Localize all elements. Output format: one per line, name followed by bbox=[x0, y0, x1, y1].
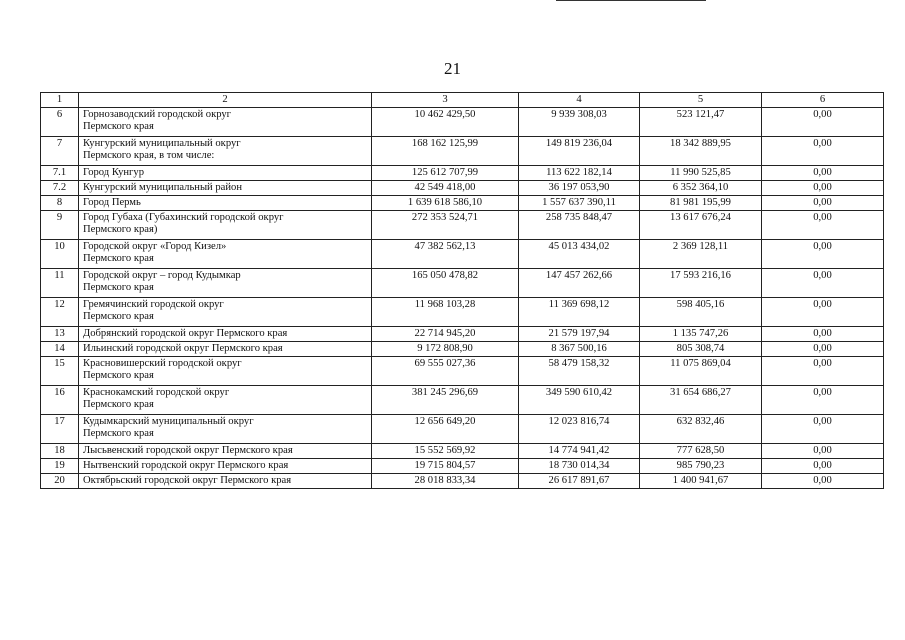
value-cell-col3: 19 715 804,57 bbox=[372, 459, 519, 474]
value-cell-col5: 18 342 889,95 bbox=[640, 137, 762, 166]
value-cell-col4: 26 617 891,67 bbox=[519, 474, 640, 489]
municipality-name-cell bbox=[79, 166, 372, 181]
value-cell-col5: 13 617 676,24 bbox=[640, 211, 762, 240]
value-cell-col4: 349 590 610,42 bbox=[519, 386, 640, 415]
municipality-name-cell bbox=[79, 357, 372, 386]
value-cell-col4: 11 369 698,12 bbox=[519, 298, 640, 327]
municipality-name-line: Городской округ – город Кудымкар bbox=[83, 270, 241, 281]
municipality-name-line: Нытвенский городской округ Пермского края bbox=[83, 460, 289, 471]
table-row bbox=[41, 181, 884, 196]
row-number-cell: 9 bbox=[41, 211, 79, 240]
municipality-name-cell bbox=[79, 211, 372, 240]
table-body bbox=[41, 93, 884, 489]
value-cell-col5: 632 832,46 bbox=[640, 415, 762, 444]
value-cell-col4: 21 579 197,94 bbox=[519, 327, 640, 342]
value-cell-col3: 28 018 833,34 bbox=[372, 474, 519, 489]
table-row bbox=[41, 444, 884, 459]
value-cell-col4: 149 819 236,04 bbox=[519, 137, 640, 166]
value-cell-col6: 0,00 bbox=[762, 137, 884, 166]
value-cell-col4: 147 457 262,66 bbox=[519, 269, 640, 298]
value-cell-col4: 14 774 941,42 bbox=[519, 444, 640, 459]
table-row bbox=[41, 327, 884, 342]
value-cell-col3: 381 245 296,69 bbox=[372, 386, 519, 415]
municipality-name-cell bbox=[79, 269, 372, 298]
header-cell: 5 bbox=[640, 93, 762, 108]
row-number-cell: 7 bbox=[41, 137, 79, 166]
table-row bbox=[41, 298, 884, 327]
value-cell-col6: 0,00 bbox=[762, 166, 884, 181]
value-cell-col3: 125 612 707,99 bbox=[372, 166, 519, 181]
municipality-name-line: Пермского края bbox=[83, 369, 154, 381]
value-cell-col4: 113 622 182,14 bbox=[519, 166, 640, 181]
budget-table bbox=[40, 92, 884, 489]
municipality-name-line: Пермского края bbox=[83, 281, 154, 293]
row-number-cell: 10 bbox=[41, 240, 79, 269]
value-cell-col4: 58 479 158,32 bbox=[519, 357, 640, 386]
municipality-name-line: Пермского края bbox=[83, 120, 154, 132]
value-cell-col3: 9 172 808,90 bbox=[372, 342, 519, 357]
table-row bbox=[41, 357, 884, 386]
value-cell-col6: 0,00 bbox=[762, 444, 884, 459]
row-number-cell: 15 bbox=[41, 357, 79, 386]
row-number-cell: 19 bbox=[41, 459, 79, 474]
value-cell-col3: 272 353 524,71 bbox=[372, 211, 519, 240]
value-cell-col6: 0,00 bbox=[762, 181, 884, 196]
municipality-name-cell bbox=[79, 386, 372, 415]
value-cell-col4: 8 367 500,16 bbox=[519, 342, 640, 357]
value-cell-col3: 42 549 418,00 bbox=[372, 181, 519, 196]
top-edge-rule bbox=[556, 0, 706, 1]
municipality-name-line: Ильинский городской округ Пермского края bbox=[83, 343, 283, 354]
value-cell-col5: 6 352 364,10 bbox=[640, 181, 762, 196]
page-number: 21 bbox=[444, 59, 461, 78]
municipality-name-cell bbox=[79, 240, 372, 269]
value-cell-col3: 22 714 945,20 bbox=[372, 327, 519, 342]
value-cell-col3: 168 162 125,99 bbox=[372, 137, 519, 166]
municipality-name-line: Город Кунгур bbox=[83, 167, 144, 178]
value-cell-col6: 0,00 bbox=[762, 474, 884, 489]
municipality-name-cell bbox=[79, 342, 372, 357]
row-number-cell: 20 bbox=[41, 474, 79, 489]
municipality-name-line: Пермского края bbox=[83, 252, 154, 264]
value-cell-col5: 598 405,16 bbox=[640, 298, 762, 327]
table-row bbox=[41, 240, 884, 269]
municipality-name-line: Пермского края bbox=[83, 427, 154, 439]
table-row bbox=[41, 342, 884, 357]
value-cell-col6: 0,00 bbox=[762, 298, 884, 327]
value-cell-col5: 2 369 128,11 bbox=[640, 240, 762, 269]
table-header-row bbox=[41, 93, 884, 108]
value-cell-col3: 11 968 103,28 bbox=[372, 298, 519, 327]
value-cell-col3: 12 656 649,20 bbox=[372, 415, 519, 444]
value-cell-col5: 805 308,74 bbox=[640, 342, 762, 357]
municipality-name-line: Городской округ «Город Кизел» bbox=[83, 241, 227, 252]
value-cell-col5: 1 400 941,67 bbox=[640, 474, 762, 489]
value-cell-col3: 10 462 429,50 bbox=[372, 108, 519, 137]
value-cell-col6: 0,00 bbox=[762, 196, 884, 211]
value-cell-col3: 15 552 569,92 bbox=[372, 444, 519, 459]
value-cell-col5: 17 593 216,16 bbox=[640, 269, 762, 298]
municipality-name-line: Пермского края) bbox=[83, 223, 158, 235]
row-number-cell: 8 bbox=[41, 196, 79, 211]
value-cell-col5: 81 981 195,99 bbox=[640, 196, 762, 211]
municipality-name-cell bbox=[79, 137, 372, 166]
value-cell-col5: 31 654 686,27 bbox=[640, 386, 762, 415]
municipality-name-cell bbox=[79, 298, 372, 327]
value-cell-col6: 0,00 bbox=[762, 108, 884, 137]
value-cell-col4: 18 730 014,34 bbox=[519, 459, 640, 474]
municipality-name-line: Пермского края bbox=[83, 310, 154, 322]
table-row bbox=[41, 211, 884, 240]
row-number-cell: 13 bbox=[41, 327, 79, 342]
value-cell-col3: 165 050 478,82 bbox=[372, 269, 519, 298]
row-number-cell: 14 bbox=[41, 342, 79, 357]
value-cell-col4: 258 735 848,47 bbox=[519, 211, 640, 240]
municipality-name-line: Гремячинский городской округ bbox=[83, 299, 224, 310]
municipality-name-cell bbox=[79, 196, 372, 211]
value-cell-col6: 0,00 bbox=[762, 240, 884, 269]
header-cell: 1 bbox=[41, 93, 79, 108]
row-number-cell: 11 bbox=[41, 269, 79, 298]
value-cell-col4: 45 013 434,02 bbox=[519, 240, 640, 269]
municipality-name-line: Октябрьский городской округ Пермского края bbox=[83, 475, 292, 486]
header-cell: 6 bbox=[762, 93, 884, 108]
value-cell-col6: 0,00 bbox=[762, 269, 884, 298]
municipality-name-line: Кунгурский муниципальный округ bbox=[83, 138, 241, 149]
value-cell-col5: 1 135 747,26 bbox=[640, 327, 762, 342]
municipality-name-cell bbox=[79, 181, 372, 196]
table-row bbox=[41, 108, 884, 137]
row-number-cell: 12 bbox=[41, 298, 79, 327]
row-number-cell: 7.1 bbox=[41, 166, 79, 181]
municipality-name-line: Добрянский городской округ Пермского края bbox=[83, 328, 288, 339]
value-cell-col6: 0,00 bbox=[762, 415, 884, 444]
value-cell-col4: 1 557 637 390,11 bbox=[519, 196, 640, 211]
municipality-name-line: Город Губаха (Губахинский городской округ bbox=[83, 212, 284, 223]
header-cell: 4 bbox=[519, 93, 640, 108]
value-cell-col6: 0,00 bbox=[762, 211, 884, 240]
value-cell-col5: 523 121,47 bbox=[640, 108, 762, 137]
row-number-cell: 7.2 bbox=[41, 181, 79, 196]
municipality-name-line: Красновишерский городской округ bbox=[83, 358, 242, 369]
value-cell-col6: 0,00 bbox=[762, 327, 884, 342]
value-cell-col6: 0,00 bbox=[762, 386, 884, 415]
value-cell-col6: 0,00 bbox=[762, 459, 884, 474]
municipality-name-cell bbox=[79, 108, 372, 137]
municipality-name-line: Пермского края, в том числе: bbox=[83, 149, 215, 161]
municipality-name-line: Город Пермь bbox=[83, 197, 141, 208]
table-row bbox=[41, 474, 884, 489]
header-cell: 3 bbox=[372, 93, 519, 108]
municipality-name-line: Краснокамский городской округ bbox=[83, 387, 230, 398]
table-row bbox=[41, 386, 884, 415]
value-cell-col4: 12 023 816,74 bbox=[519, 415, 640, 444]
value-cell-col6: 0,00 bbox=[762, 357, 884, 386]
table-row bbox=[41, 459, 884, 474]
value-cell-col6: 0,00 bbox=[762, 342, 884, 357]
municipality-name-line: Пермского края bbox=[83, 398, 154, 410]
value-cell-col3: 1 639 618 586,10 bbox=[372, 196, 519, 211]
municipality-name-line: Кудымкарский муниципальный округ bbox=[83, 416, 254, 427]
value-cell-col3: 69 555 027,36 bbox=[372, 357, 519, 386]
municipality-name-cell bbox=[79, 474, 372, 489]
table-row bbox=[41, 269, 884, 298]
municipality-name-cell bbox=[79, 459, 372, 474]
row-number-cell: 18 bbox=[41, 444, 79, 459]
value-cell-col4: 9 939 308,03 bbox=[519, 108, 640, 137]
table-row bbox=[41, 415, 884, 444]
municipality-name-line: Горнозаводский городской округ bbox=[83, 109, 232, 120]
table-row bbox=[41, 137, 884, 166]
municipality-name-cell bbox=[79, 444, 372, 459]
value-cell-col5: 11 075 869,04 bbox=[640, 357, 762, 386]
row-number-cell: 17 bbox=[41, 415, 79, 444]
municipality-name-cell bbox=[79, 415, 372, 444]
table-row bbox=[41, 166, 884, 181]
municipality-name-cell bbox=[79, 327, 372, 342]
row-number-cell: 16 bbox=[41, 386, 79, 415]
value-cell-col5: 985 790,23 bbox=[640, 459, 762, 474]
header-cell: 2 bbox=[79, 93, 372, 108]
table-row bbox=[41, 196, 884, 211]
row-number-cell: 6 bbox=[41, 108, 79, 137]
municipality-name-line: Кунгурский муниципальный район bbox=[83, 182, 243, 193]
value-cell-col5: 11 990 525,85 bbox=[640, 166, 762, 181]
value-cell-col4: 36 197 053,90 bbox=[519, 181, 640, 196]
value-cell-col3: 47 382 562,13 bbox=[372, 240, 519, 269]
value-cell-col5: 777 628,50 bbox=[640, 444, 762, 459]
municipality-name-line: Лысьвенский городской округ Пермского края bbox=[83, 445, 293, 456]
